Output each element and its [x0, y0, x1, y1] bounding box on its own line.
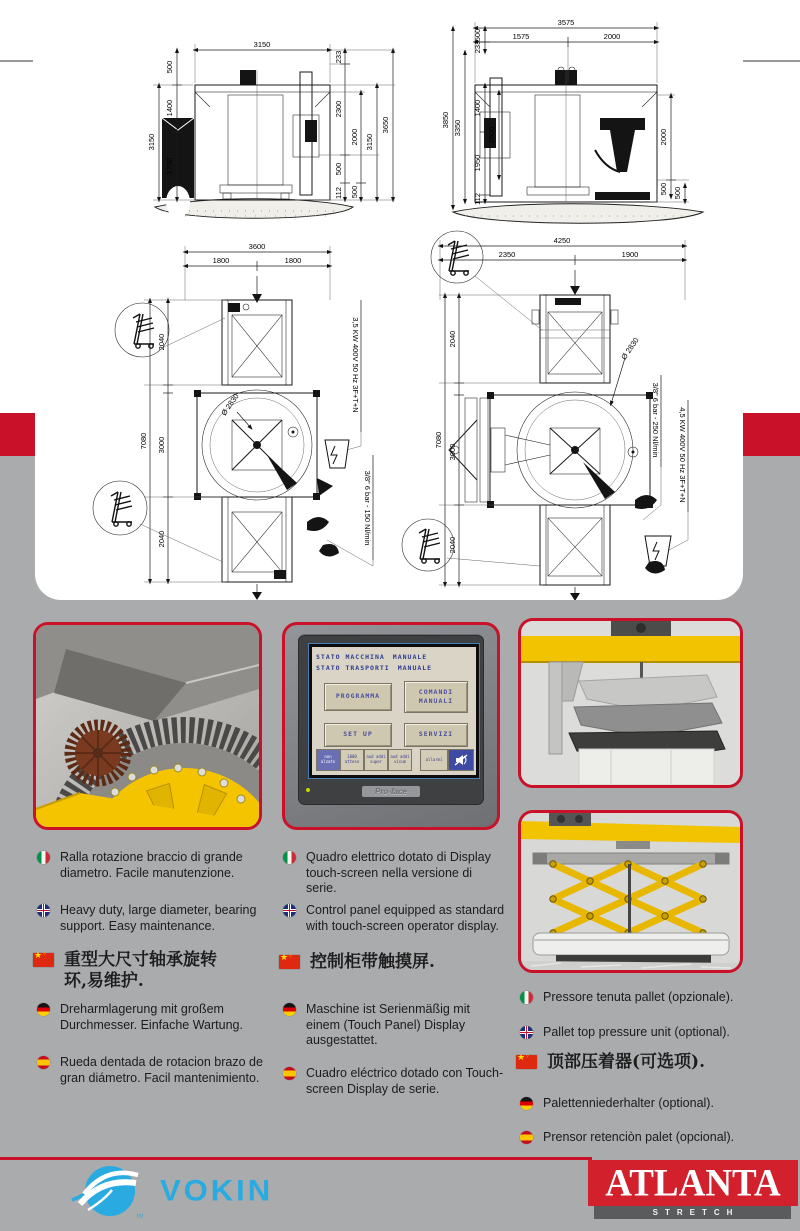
dim-label: 1900 [621, 250, 639, 259]
dim-label: 112 [473, 193, 482, 205]
dim-label: 500 [334, 162, 343, 176]
flag-germany-icon [520, 1097, 533, 1110]
panel-en-text: Control panel equipped as standard with touch-screen operator display. [306, 903, 505, 933]
dim-label: 2350 [498, 250, 516, 259]
status-value: MANUALE [392, 653, 428, 661]
bearing-text-it [37, 850, 259, 881]
dim-label: 500 [659, 182, 668, 196]
flag-uk-icon [283, 904, 296, 917]
bearing-es-text: Rueda dentada de rotacion brazo de gran diámetro. Facil mantenimiento. [60, 1055, 263, 1085]
atlanta-logo [588, 1160, 798, 1206]
dim-label: 500 [165, 60, 174, 74]
flag-china-icon [279, 955, 300, 969]
flag-spain-icon [283, 1067, 296, 1080]
flag-china-icon [33, 953, 54, 967]
pressure-en-text: Pallet top pressure unit (optional). [543, 1025, 730, 1039]
photo-touch-screen-panel [282, 622, 500, 830]
status-line-transport [316, 664, 432, 672]
dim-label: 500 [673, 186, 682, 200]
vokin-wordmark: VOKIN [160, 1173, 274, 1208]
left-red-tab [0, 413, 35, 456]
dim-label: 2000 [350, 128, 359, 146]
dim-label: 233 [334, 50, 343, 64]
flag-uk-icon [37, 904, 50, 917]
pressure-text-zh [516, 1052, 778, 1073]
dim-label: 2000 [659, 128, 668, 146]
right-margin-mark [743, 60, 800, 62]
dim-label: 2040 [448, 330, 457, 348]
pressure-text-de [520, 1096, 782, 1112]
bearing-text-de [37, 1002, 259, 1033]
dim-label: 2300 [334, 100, 343, 118]
set-up-button: SET UP [324, 723, 392, 747]
dim-label: 2040 [157, 333, 166, 351]
dim-label: Ø 2830 [619, 335, 641, 362]
flag-spain-icon [37, 1056, 50, 1069]
pressure-text-es [520, 1130, 782, 1146]
photo-scissor-pressure-unit [518, 810, 743, 973]
flag-germany-icon [37, 1003, 50, 1016]
power-led [306, 788, 310, 792]
panel-it-text: Quadro elettrico dotato di Display touch-screen nella versione di serie. [306, 850, 491, 895]
right-red-tab [743, 413, 800, 456]
dim-label: 2500 [487, 126, 496, 144]
muted-horn-icon [454, 753, 468, 767]
vokin-globe-icon [70, 1164, 150, 1218]
dim-label: 2040 [448, 536, 457, 554]
dim-label: 2040 [157, 530, 166, 548]
bearing-text-en [37, 903, 259, 934]
dim-label: 3850 [441, 111, 450, 129]
status-label: STATO MACCHINA [316, 653, 385, 661]
bearing-text-es [37, 1055, 267, 1086]
bearing-zh-text: 重型大尺寸轴承旋转环,易维护. [64, 950, 217, 992]
dim-label: 112 [334, 187, 343, 199]
forklift-detail-icon [111, 492, 132, 526]
dim-label: 3150 [365, 133, 374, 151]
bearing-text-zh [33, 950, 233, 993]
small-key-1: non alzato [316, 749, 340, 771]
flag-uk-icon [520, 1026, 533, 1039]
bearing-en-text: Heavy duty, large diameter, bearing support. Easy maintenance. [60, 903, 257, 933]
bearing-it-text: Ralla rotazione braccio di grande diametro. Facile manutenzione. [60, 850, 243, 880]
dim-label: 7080 [434, 431, 443, 449]
dim-label: 233 [473, 40, 482, 54]
dim-label: 3350 [453, 119, 462, 137]
scissor-unit-illustration [521, 813, 740, 970]
pressure-text-en [520, 1025, 782, 1041]
footer-red-rule [0, 1157, 592, 1160]
dim-label: 4250 [553, 236, 571, 245]
flag-italy-icon [37, 851, 50, 864]
stretch-wordmark: STRETCH [594, 1206, 791, 1219]
gear-photo-illustration [36, 625, 259, 827]
dim-label: Ø 2830 [219, 391, 241, 418]
flag-china-icon [516, 1055, 537, 1069]
drawing-plan-view-right [402, 231, 688, 600]
drawing-front-view-left [147, 40, 395, 218]
dim-label: 3650 [381, 116, 390, 134]
status-label: STATO TRASPORTI [316, 664, 390, 672]
drawing-front-view-right [441, 18, 703, 223]
flag-germany-icon [283, 1003, 296, 1016]
servizi-button: SERVIZI [404, 723, 468, 747]
proface-brand-label: Pro-face [362, 786, 420, 797]
pressure-it-text: Pressore tenuta pallet (opzionale). [543, 990, 734, 1004]
pressure-es-text: Prensor retenciòn palet (opcional). [543, 1130, 735, 1144]
dim-label: 1400 [165, 99, 174, 117]
panel-zh-text: 控制柜带触摸屏. [310, 952, 435, 972]
dim-label: 1950 [473, 154, 482, 172]
small-key-4: aud addi visum [388, 749, 412, 771]
dim-label: 2000 [603, 32, 621, 41]
panel-text-it [283, 850, 505, 897]
dim-label: 3575 [557, 18, 575, 27]
dim-label: 500 [473, 28, 482, 42]
dim-label: 500 [350, 185, 359, 199]
technical-drawings [35, 0, 743, 600]
alarms-key: allarmi [420, 749, 448, 771]
flag-italy-icon [520, 991, 533, 1004]
mute-alarm-key [448, 749, 474, 771]
panel-text-es [283, 1066, 505, 1097]
dim-label: 7080 [139, 432, 148, 450]
panel-text-zh [279, 952, 489, 973]
comandi-manuali-button: COMANDI MANUALI [404, 681, 468, 713]
dim-label: 1400 [473, 99, 482, 117]
panel-text-en [283, 903, 505, 934]
atlanta-wordmark: ATLANTA [605, 1161, 781, 1205]
dim-label: 1800 [284, 256, 302, 265]
flag-italy-icon [283, 851, 296, 864]
operator-panel-bezel [298, 634, 484, 805]
pressure-text-it [520, 990, 782, 1006]
drawing-note: 3/8" 6 bar - 150 Nl/min [363, 470, 372, 546]
bearing-de-text: Dreharmlagerung mit großem Durchmesser. Einfache Wartung. [60, 1002, 243, 1032]
pressure-de-text: Palettenniederhalter (optional). [543, 1096, 714, 1110]
status-line-machine [316, 653, 427, 661]
dim-label: 1800 [212, 256, 230, 265]
drawing-note: 3/8" 6 bar - 250 Nl/min [651, 382, 660, 458]
dim-label: 3000 [448, 443, 457, 461]
vokin-logo [70, 1164, 273, 1218]
pressure-zh-text: 顶部压着器(可选项). [547, 1052, 706, 1072]
dim-label: 3600 [248, 242, 266, 251]
drawing-note: 4,5 KW 400V 50 Hz 3F+T+N [678, 407, 687, 503]
photo-pressure-plates [518, 618, 743, 788]
dim-label: 1750 [165, 157, 174, 175]
flag-spain-icon [520, 1131, 533, 1144]
programma-button: PROGRAMMA [324, 683, 392, 711]
pressure-plate-illustration [521, 621, 740, 785]
panel-text-de [283, 1002, 493, 1049]
trademark-symbol: TM [136, 1214, 144, 1220]
forklift-detail-icon [133, 314, 154, 348]
panel-de-text: Maschine ist Serienmäßig mit einem (Touch Panel) Display ausgestattet. [306, 1002, 470, 1047]
drawing-plan-view-left [93, 242, 373, 600]
dim-label: 3150 [253, 40, 271, 49]
dim-label: 3150 [147, 133, 156, 151]
small-key-2: 1000 atteso [340, 749, 364, 771]
dim-label: 3000 [157, 436, 166, 454]
left-margin-mark [0, 60, 33, 62]
panel-es-text: Cuadro eléctrico dotado con Touch-screen Display de serie. [306, 1066, 504, 1096]
dim-label: 1575 [512, 32, 530, 41]
photo-slewing-ring-gear [33, 622, 262, 830]
touch-screen [309, 644, 479, 778]
drawing-note: 3,5 KW 400V 50 Hz 3F+T+N [351, 317, 360, 413]
status-value: MANUALE [397, 664, 433, 672]
small-key-3: aud addi super [364, 749, 388, 771]
forklift-detail-icon [419, 529, 440, 563]
